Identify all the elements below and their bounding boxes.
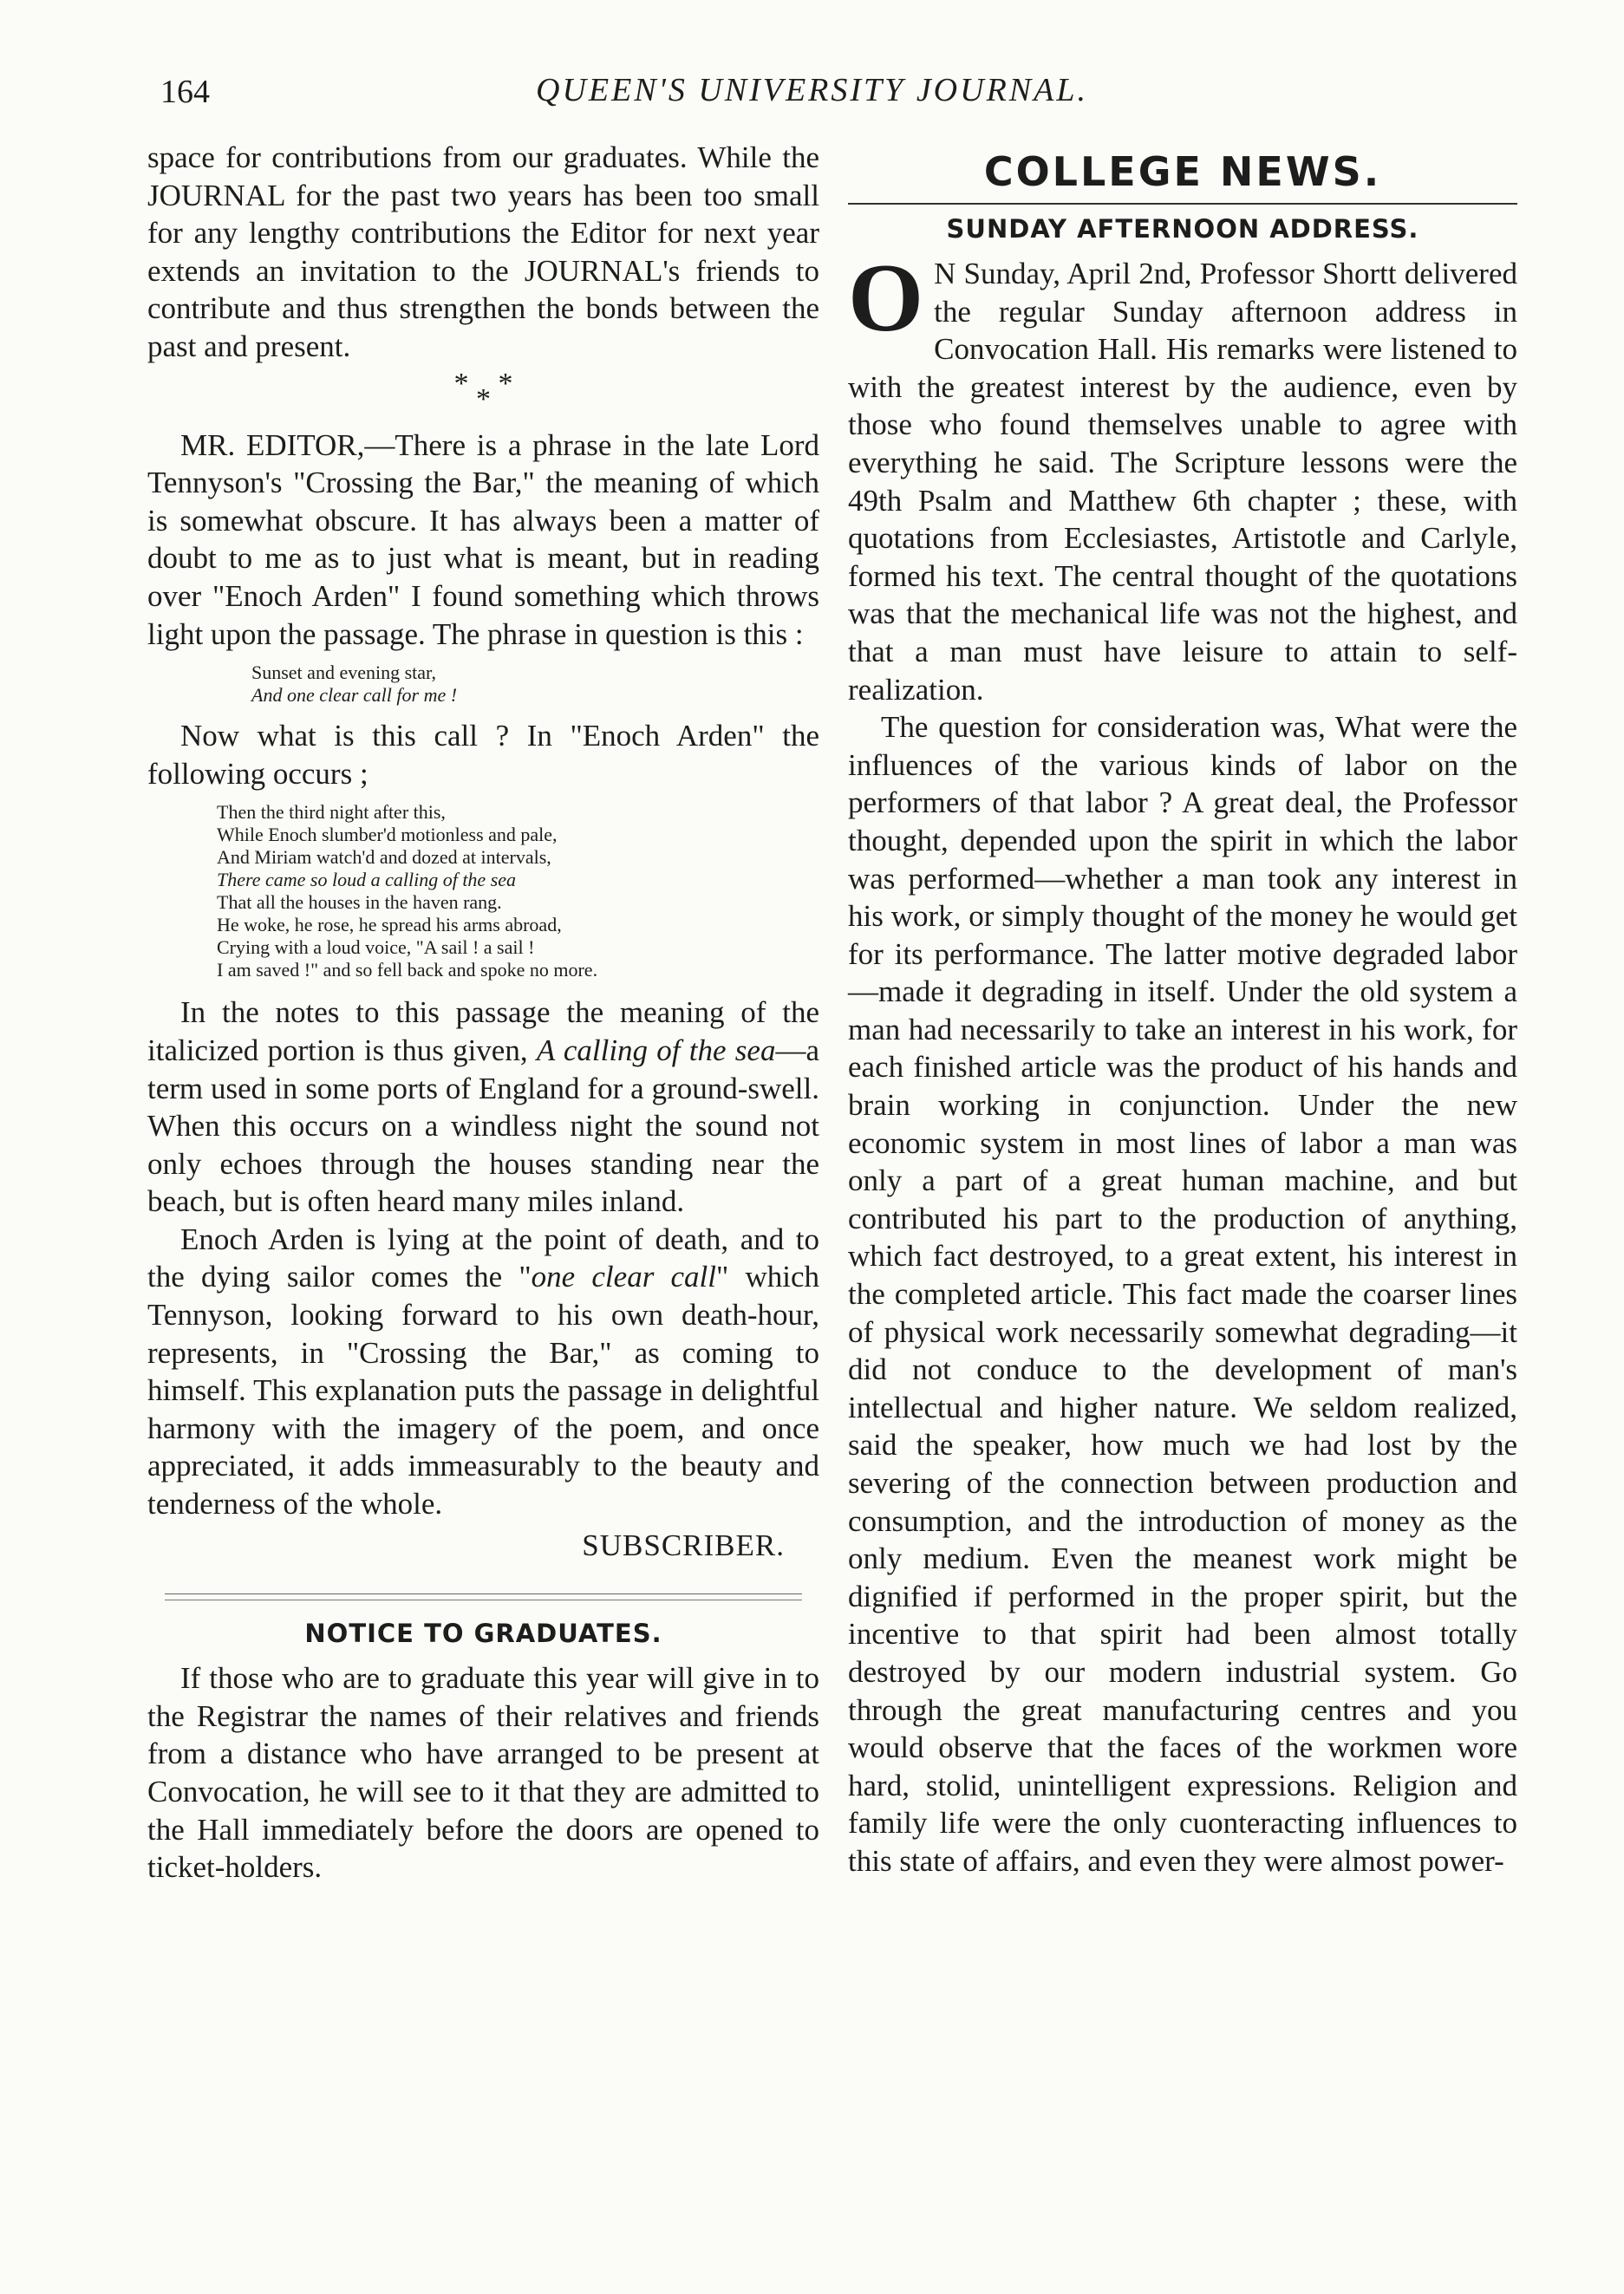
letter-paragraph-1: MR. EDITOR,—There is a phrase in the late Lord Tennyson's "Crossing the Bar," the meaning of which is somewhat obscure. It has always been a matter of doubt to me as to just what is meant, but in reading over "Enoch Arden" I found something which throws light upon the passage. The phrase in question is this : [147,427,819,651]
signature: SUBSCRIBER. [582,1528,785,1562]
letter-paragraph-4 [147,1221,819,1523]
double-rule-divider [165,1593,802,1600]
verse-line: Then the third night after this, [217,801,446,824]
italic-phrase: A calling of the sea [536,1033,776,1067]
text-run: Enoch Arden is lying at the point of death, and to the dying sailor comes the " [147,1222,819,1294]
letter-paragraph-2: Now what is this call ? In "Enoch Arden" the following occurs ; [147,719,819,791]
article-subheading: SUNDAY AFTERNOON ADDRESS. [946,214,1419,244]
notice-heading: NOTICE TO GRADUATES. [304,1619,662,1649]
section-title: COLLEGE NEWS. [983,148,1382,195]
verse-line: And one clear call for me ! [251,684,458,707]
text-run: " which Tennyson, looking forward to his own death-hour, represents, in "Crossing the Bar," as coming to himself. This explanation puts the passage in delightful harmony with the imagery of the poem, and once appreciated, it adds immeasurably to the beauty and tenderness of the whole. [147,1260,820,1522]
quoted-verse-enoch-arden [217,801,819,981]
quoted-verse-crossing-the-bar [251,661,819,707]
text-run: In the notes to this passage the meaning of the italicized portion is thus given, [147,995,819,1067]
continued-paragraph: space for contributions from our graduates. While the JOURNAL for the past two years has been too small for any lengthy contributions the Editor for next year extends an invitation to the JOURNAL's friends to contribute and thus strengthen the bonds between the past and present. [147,140,819,363]
verse-line: And Miriam watch'd and dozed at intervals, [217,846,551,869]
letter-paragraph-3 [147,994,819,1221]
verse-line: There came so loud a calling of the sea [217,869,517,891]
verse-line: That all the houses in the haven rang. [217,891,502,914]
notice-paragraph: If those who are to graduate this year will give in to the Registrar the names of their relatives and friends from a distance who have arranged to be present at Convocation, he will see to it that they are admitted to the Hall immediately before the doors are opened to ticket-holders. [147,1661,819,1885]
verse-line: Crying with a loud voice, "A sail ! a sail ! [217,936,535,959]
star-mark: * [476,382,491,415]
verse-line: He woke, he rose, he spread his arms abroad, [217,914,562,936]
title-rule [848,203,1517,205]
page-number: 164 [160,74,210,110]
star-mark: * [453,367,469,400]
text-run: —a term used in some ports of England for a ground-swell. When this occurs on a windless night the sound not only echoes through the houses standing near the beach, but is often heard many miles inland. [147,1033,820,1219]
verse-line: Sunset and evening star, [251,661,436,684]
article-paragraph-1 [848,244,1517,708]
running-title: QUEEN'S UNIVERSITY JOURNAL. [536,72,1088,108]
verse-line: I am saved !" and so fell back and spoke no more. [217,959,598,981]
drop-cap: O [848,244,924,352]
italic-phrase: one clear call [531,1260,716,1294]
right-column [848,139,1517,1880]
section-divider-stars [147,366,819,427]
verse-line: While Enoch slumber'd motionless and pale, [217,824,558,846]
text-run: N Sunday, April 2nd, Professor Shortt delivered the regular Sunday afternoon address in Convocation Hall. His remarks were listened to with the greatest interest by the audience, even by those who found themselves unable to agree with everything he said. The Scripture lessons were the 49th Psalm and Matthew 6th chapter ; these, with quotations from Ecclesiastes, Artistotle and Carlyle, formed his text. The central thought of the quotations was that the mechanical life was not the highest, and that a man must have leisure to attain to self-realization. [848,257,1517,707]
left-column [147,139,819,1887]
star-mark: * [498,367,513,400]
article-paragraph-2: The question for consideration was, What were the influences of the various kinds of labor on the performers of that labor ? A great deal, the Professor thought, depended upon the spirit in which the labor was performed—whether a man took any interest in his work, or simply thought of the money he would get for its performance. The latter motive degraded labor—made it degrading in itself. Under the old system a man had necessarily to take an interest in his work, for each finished article was the product of his hands and brain working in conjunction. Under the new economic system in most lines of labor a man was only a part of a great human machine, and but contributed his part to the production of anything, which fact destroyed, to a great extent, his interest in the completed article. This fact made the coarser lines of physical work necessarily somewhat degrading—it did not conduce to the development of man's intellectual and higher nature. We seldom realized, said the speaker, how much we had lost by the severing of the connection between production and consumption, and the introduction of money as the only medium. Even the meanest work might be dignified if performed in the proper spirit, but the incentive to that spirit had been almost totally destroyed by our modern industrial system. Go through the great manufacturing centres and you would observe that the faces of the workmen wore hard, stolid, unintelligent expressions. Religion and family life were the only cuonteracting influences to this state of affairs, and even they were almost power- [848,710,1517,1878]
